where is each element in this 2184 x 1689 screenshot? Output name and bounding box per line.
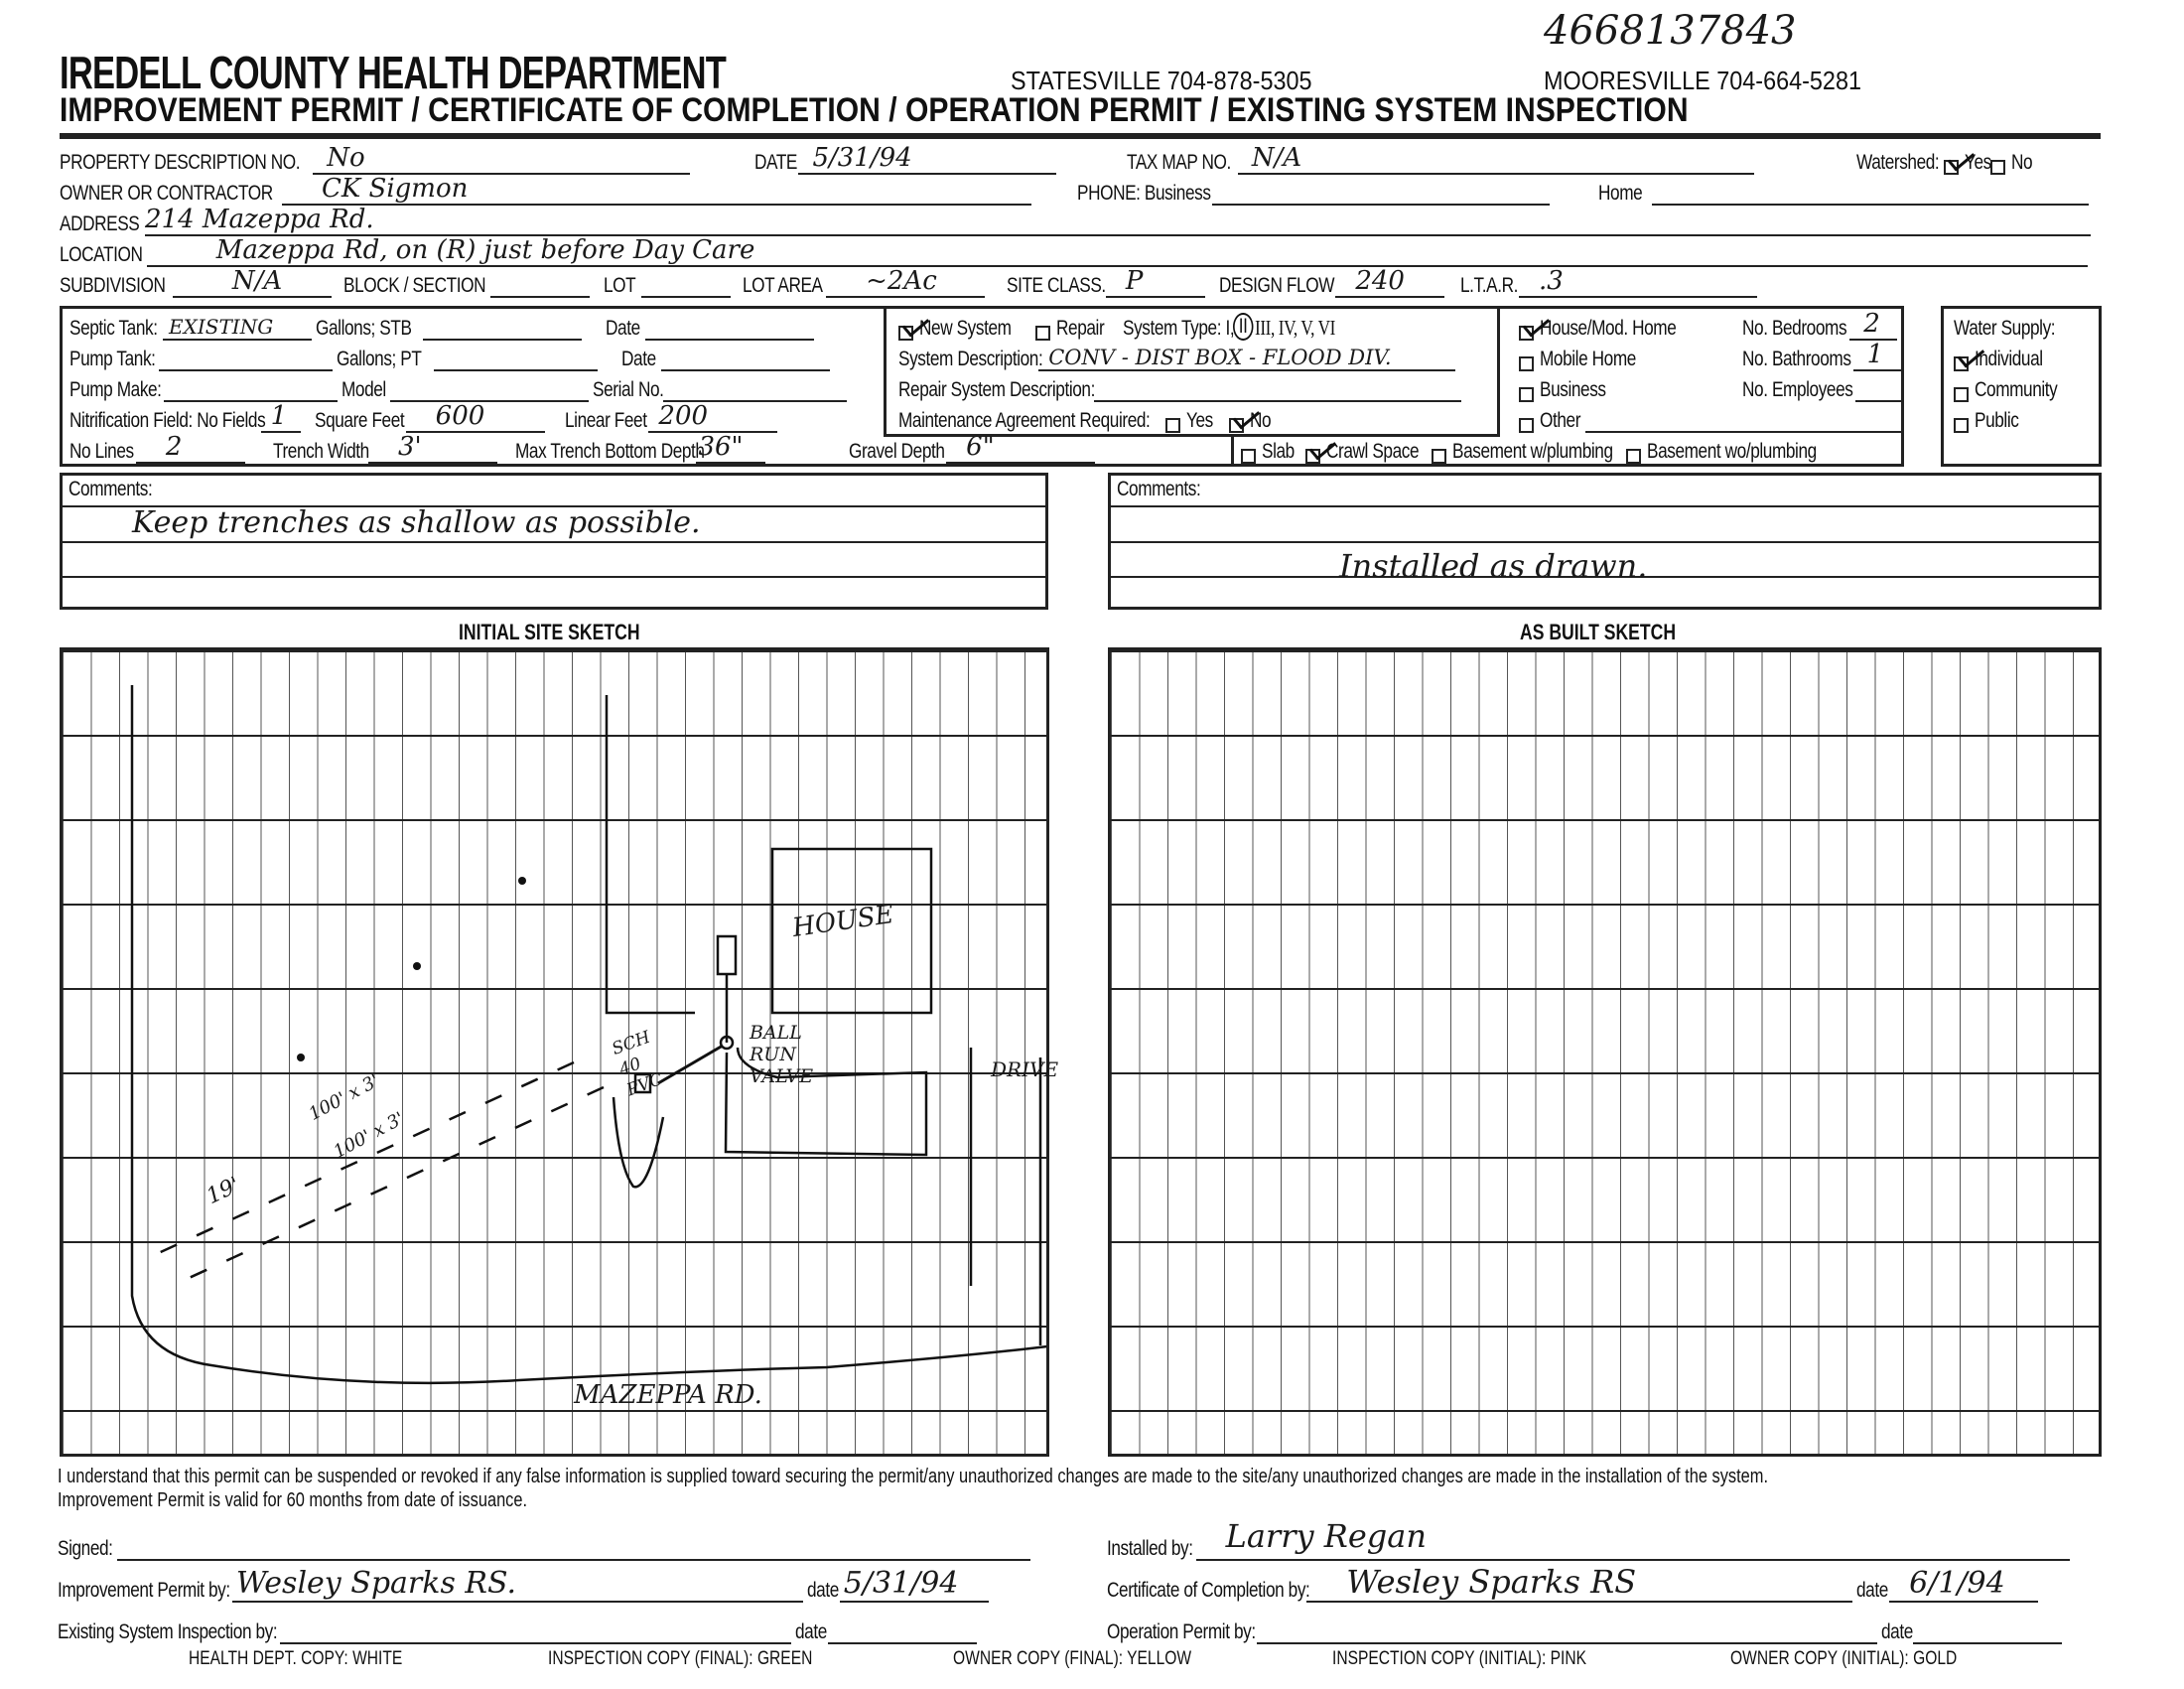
watershed-yes-checkbox[interactable] (1944, 160, 1959, 175)
individual-label: Individual (1975, 348, 2043, 370)
row-existing-system-by (58, 1615, 981, 1644)
house-label: House/Mod. Home (1540, 317, 1677, 340)
row-operation-by (1107, 1615, 2066, 1644)
new-system-checkbox[interactable] (898, 326, 913, 341)
pump-date-field[interactable] (661, 342, 830, 371)
model-label: Model (341, 378, 386, 401)
repair-description-label: Repair System Description: (898, 378, 1095, 401)
new-system-label: New System (919, 317, 1012, 340)
agency-title: IREDELL COUNTY HEALTH DEPARTMENT (60, 47, 727, 98)
maintenance-no-label: No (1249, 409, 1272, 432)
tax-map-field[interactable]: N/A (1238, 145, 1754, 175)
property-description-field[interactable]: No (313, 145, 690, 175)
row-phone-home (1598, 176, 2093, 206)
linear-feet-field[interactable]: 200 (648, 403, 777, 433)
existing-system-by-field[interactable] (280, 1615, 791, 1644)
site-class-field[interactable]: P (1106, 268, 1205, 298)
road-edge-line (132, 685, 1059, 1383)
row-nitrification (69, 403, 781, 433)
individual-checkbox[interactable] (1954, 356, 1969, 371)
system-description-field[interactable]: CONV - DIST BOX - FLOOD DIV. (1038, 342, 1455, 371)
septic-tank-symbol (718, 936, 736, 974)
repair-label: Repair (1055, 317, 1105, 340)
date-label: DATE (754, 151, 798, 174)
row-pump-make (69, 372, 851, 402)
row-installed-by (1107, 1517, 2074, 1561)
pt-field[interactable] (434, 342, 598, 371)
subdivision-field[interactable]: N/A (173, 268, 332, 298)
row-public (1954, 403, 2028, 433)
row-location (60, 237, 2092, 267)
row-system-description (898, 342, 1459, 371)
watershed-label: Watershed: (1856, 151, 1940, 174)
copy-owner-final: OWNER COPY (FINAL): YELLOW (953, 1648, 1192, 1669)
row-water-supply (1954, 311, 2078, 341)
no-lines-label: No Lines (69, 440, 134, 463)
crawl-space-label: Crawl Space (1326, 440, 1420, 463)
row-septic (69, 311, 818, 341)
divider (884, 306, 887, 437)
improvement-date-label: date (806, 1579, 839, 1602)
row-individual (1954, 342, 2058, 371)
repair-description-field[interactable] (1094, 372, 1461, 402)
operation-by-label: Operation Permit by: (1107, 1620, 1256, 1643)
disclaimer-line-2: Improvement Permit is valid for 60 months from date of issuance. (58, 1489, 528, 1511)
serial-field[interactable] (663, 372, 847, 402)
employees-label: No. Employees (1742, 378, 1853, 401)
comments-right-text: Installed as drawn. (1339, 547, 1648, 585)
row-lines (69, 434, 1099, 464)
phone-business-label: PHONE: Business (1077, 182, 1211, 205)
existing-system-by-label: Existing System Inspection by: (58, 1620, 278, 1643)
subdivision-label: SUBDIVISION (60, 274, 166, 297)
community-checkbox[interactable] (1954, 387, 1969, 402)
lot-label: LOT (604, 274, 636, 297)
house-checkbox[interactable] (1519, 326, 1534, 341)
improvement-permit-by-label: Improvement Permit by: (58, 1579, 230, 1602)
serial-label: Serial No. (592, 378, 664, 401)
system-type-options: III, IV, V, VI (1255, 316, 1336, 340)
sketch-label-road: MAZEPPA RD. (574, 1380, 762, 1410)
design-flow-field[interactable]: 240 (1335, 268, 1444, 298)
pump-make-label: Pump Make: (69, 378, 162, 401)
row-subdivision (60, 268, 1761, 298)
gallons-pt-label: Gallons; PT (336, 348, 421, 370)
existing-date-label: date (794, 1620, 827, 1643)
signed-label: Signed: (58, 1537, 113, 1560)
address-label: ADDRESS (60, 212, 140, 235)
row-bathrooms (1742, 342, 1905, 371)
header-rule (60, 133, 2101, 139)
copy-inspection-final: INSPECTION COPY (FINAL): GREEN (548, 1648, 813, 1669)
owner-field[interactable]: CK Sigmon (282, 176, 1031, 206)
watershed-no-label: No (2011, 151, 2033, 174)
improvement-date-field[interactable]: 5/31/94 (840, 1573, 989, 1603)
pump-date-label: Date (620, 348, 656, 370)
installed-by-field[interactable]: Larry Regan (1196, 1531, 2070, 1561)
septic-tank-label: Septic Tank: (69, 317, 158, 340)
basement-w-plumbing-label: Basement w/plumbing (1451, 440, 1613, 463)
row-completion-by (1107, 1563, 2042, 1603)
basement-wo-plumbing-label: Basement wo/plumbing (1646, 440, 1817, 463)
row-tax-map (1127, 145, 1758, 175)
site-class-label: SITE CLASS. (1007, 274, 1106, 297)
installed-by-label: Installed by: (1107, 1537, 1193, 1560)
bedrooms-field[interactable]: 2 (1849, 311, 1897, 341)
maintenance-yes-checkbox[interactable] (1165, 418, 1180, 433)
phone-home-field[interactable] (1652, 176, 2089, 206)
row-maintenance (898, 403, 1276, 433)
community-label: Community (1975, 378, 2058, 401)
mooresville-phone: MOORESVILLE 704-664-5281 (1544, 66, 1861, 95)
pump-tank-label: Pump Tank: (69, 348, 156, 370)
row-phone-business (1077, 176, 1554, 206)
comments-left-label: Comments: (68, 478, 153, 500)
business-checkbox[interactable] (1519, 387, 1534, 402)
row-other (1519, 403, 1907, 433)
copy-health-dept: HEALTH DEPT. COPY: WHITE (189, 1648, 403, 1669)
row-improvement-permit-by (58, 1566, 993, 1603)
lot-area-field[interactable]: ~2Ac (826, 268, 985, 298)
operation-date-label: date (1880, 1620, 1913, 1643)
copy-inspection-initial: INSPECTION COPY (INITIAL): PINK (1332, 1648, 1586, 1669)
other-label: Other (1540, 409, 1581, 432)
bedrooms-label: No. Bedrooms (1742, 317, 1847, 340)
trench-width-field[interactable]: 3' (368, 434, 497, 464)
initial-sketch-title: INITIAL SITE SKETCH (459, 620, 640, 644)
bathrooms-label: No. Bathrooms (1742, 348, 1851, 370)
mobile-home-checkbox[interactable] (1519, 356, 1534, 371)
row-business (1519, 372, 1620, 402)
comments-left-box[interactable] (60, 473, 1048, 610)
septic-date-label: Date (605, 317, 640, 340)
system-type-selected[interactable]: II (1233, 313, 1253, 341)
slab-label: Slab (1262, 440, 1295, 463)
other-checkbox[interactable] (1519, 418, 1534, 433)
location-label: LOCATION (60, 243, 143, 266)
completion-by-field[interactable]: Wesley Sparks RS (1306, 1573, 1852, 1603)
row-bedrooms (1742, 311, 1901, 341)
disclaimer-line-1: I understand that this permit can be suspended or revoked if any false information is supplied toward securing the permit/any unauthorized changes are made to the site/any unauthorized changes are made in the installation of the system. (58, 1466, 1769, 1487)
as-built-sketch-title: AS BUILT SKETCH (1520, 620, 1677, 644)
site-sketch-drawing (63, 650, 1059, 1454)
phone-home-label: Home (1598, 182, 1643, 205)
max-depth-field[interactable]: 36" (696, 434, 765, 464)
sketch-label-line1: 100' x 3' (305, 1070, 383, 1125)
square-feet-field[interactable]: 600 (406, 403, 545, 433)
completion-date-field[interactable]: 6/1/94 (1889, 1573, 2038, 1603)
comments-right-box[interactable] (1108, 473, 2102, 610)
repair-checkbox[interactable] (1035, 326, 1050, 341)
existing-date-field[interactable] (828, 1615, 977, 1644)
comments-right-label: Comments: (1117, 478, 1201, 500)
tax-map-label: TAX MAP NO. (1127, 151, 1231, 174)
statesville-phone: STATESVILLE 704-878-5305 (1011, 66, 1312, 95)
row-employees (1742, 372, 1907, 402)
document-number: 4668137843 (1544, 8, 1797, 54)
ltar-field[interactable]: .3 (1519, 268, 1757, 298)
completion-date-label: date (1856, 1579, 1889, 1602)
divider (1497, 306, 1500, 437)
row-repair-description (898, 372, 1465, 402)
row-owner (60, 176, 1035, 206)
system-description-label: System Description: (898, 348, 1043, 370)
row-mobile (1519, 342, 1657, 371)
gravel-depth-field[interactable]: 6" (946, 434, 1095, 464)
block-section-field[interactable] (490, 268, 590, 298)
block-section-label: BLOCK / SECTION (342, 274, 486, 297)
date-field[interactable]: 5/31/94 (798, 145, 1056, 175)
no-lines-field[interactable]: 2 (136, 434, 245, 464)
square-feet-label: Square Feet (314, 409, 404, 432)
sketch-label-pipe: SCH 40 PVC (609, 1027, 666, 1101)
maintenance-yes-label: Yes (1186, 409, 1213, 432)
business-label: Business (1540, 378, 1606, 401)
gravel-depth-label: Gravel Depth (849, 440, 945, 463)
row-foundation (1241, 434, 1853, 464)
septic-date-field[interactable] (645, 311, 814, 341)
watershed-yes-label: Yes (1964, 151, 1991, 174)
crawl-space-checkbox[interactable] (1305, 449, 1320, 464)
as-built-sketch-grid[interactable] (1108, 647, 2102, 1457)
water-supply-label: Water Supply: (1954, 317, 2056, 340)
max-depth-label: Max Trench Bottom Depth (514, 440, 705, 463)
divider (1231, 437, 1234, 467)
operation-date-field[interactable] (1913, 1615, 2062, 1644)
watershed-no-checkbox[interactable] (1990, 160, 2005, 175)
maintenance-no-checkbox[interactable] (1229, 418, 1244, 433)
lot-field[interactable] (641, 268, 731, 298)
row-date (754, 145, 1060, 175)
septic-tank-field[interactable]: EXISTING (163, 311, 312, 341)
signed-field[interactable] (117, 1531, 1030, 1561)
sketch-label-drive: DRIVE (991, 1057, 1059, 1081)
property-line (607, 695, 695, 1013)
lot-area-label: LOT AREA (742, 274, 823, 297)
design-flow-label: DESIGN FLOW (1218, 274, 1334, 297)
sketch-label-line2: 100' x 3' (330, 1108, 408, 1163)
linear-feet-label: Linear Feet (564, 409, 647, 432)
row-address (60, 207, 2095, 236)
public-label: Public (1975, 409, 2019, 432)
slab-checkbox[interactable] (1241, 449, 1256, 464)
maintenance-label: Maintenance Agreement Required: (898, 409, 1151, 432)
row-property (60, 145, 694, 175)
other-field[interactable] (1585, 403, 1903, 433)
sketch-label-setback: 19' (203, 1172, 244, 1210)
pump-tank-field[interactable] (159, 342, 333, 371)
improvement-permit-by-field[interactable]: Wesley Sparks RS. (232, 1573, 803, 1603)
sketch-label-house: HOUSE (790, 899, 896, 944)
copy-owner-initial: OWNER COPY (INITIAL): GOLD (1730, 1648, 1958, 1669)
address-field[interactable]: 214 Mazeppa Rd. (145, 207, 2091, 236)
basement-wo-plumbing-checkbox[interactable] (1626, 449, 1641, 464)
operation-by-field[interactable] (1257, 1615, 1877, 1644)
mobile-home-label: Mobile Home (1540, 348, 1636, 370)
row-system-type (898, 311, 1353, 341)
owner-label: OWNER OR CONTRACTOR (60, 182, 273, 205)
ltar-label: L.T.A.R. (1460, 274, 1519, 297)
no-fields-field[interactable]: 1 (261, 403, 301, 433)
row-signed (58, 1531, 1034, 1561)
row-community (1954, 372, 2076, 402)
phone-business-field[interactable] (1212, 176, 1550, 206)
row-pump-tank (69, 342, 834, 371)
gallons-stb-label: Gallons; STB (316, 317, 412, 340)
system-type-label: System Type: I, (1122, 317, 1234, 340)
stb-field[interactable] (423, 311, 582, 341)
trench-width-label: Trench Width (272, 440, 369, 463)
public-checkbox[interactable] (1954, 418, 1969, 433)
initial-site-sketch-grid[interactable] (60, 647, 1059, 1457)
basement-w-plumbing-checkbox[interactable] (1432, 449, 1446, 464)
nitrification-label: Nitrification Field: No Fields (69, 409, 266, 432)
property-description-label: PROPERTY DESCRIPTION NO. (60, 151, 301, 174)
sketch-label-valve: BALL RUN VALVE (750, 1022, 814, 1087)
model-field[interactable] (390, 372, 589, 402)
location-field[interactable]: Mazeppa Rd, on (R) just before Day Care (147, 237, 2088, 267)
row-house (1519, 311, 1706, 341)
pump-make-field[interactable] (164, 372, 338, 402)
completion-by-label: Certificate of Completion by: (1107, 1579, 1310, 1602)
form-title: IMPROVEMENT PERMIT / CERTIFICATE OF COMPLETION / OPERATION PERMIT / EXISTING SYSTEM INSPECTION (60, 91, 1689, 129)
comments-left-text: Keep trenches as shallow as possible. (132, 505, 701, 540)
employees-field[interactable] (1855, 372, 1903, 402)
bathrooms-field[interactable]: 1 (1853, 342, 1901, 371)
watershed (1856, 145, 2037, 175)
